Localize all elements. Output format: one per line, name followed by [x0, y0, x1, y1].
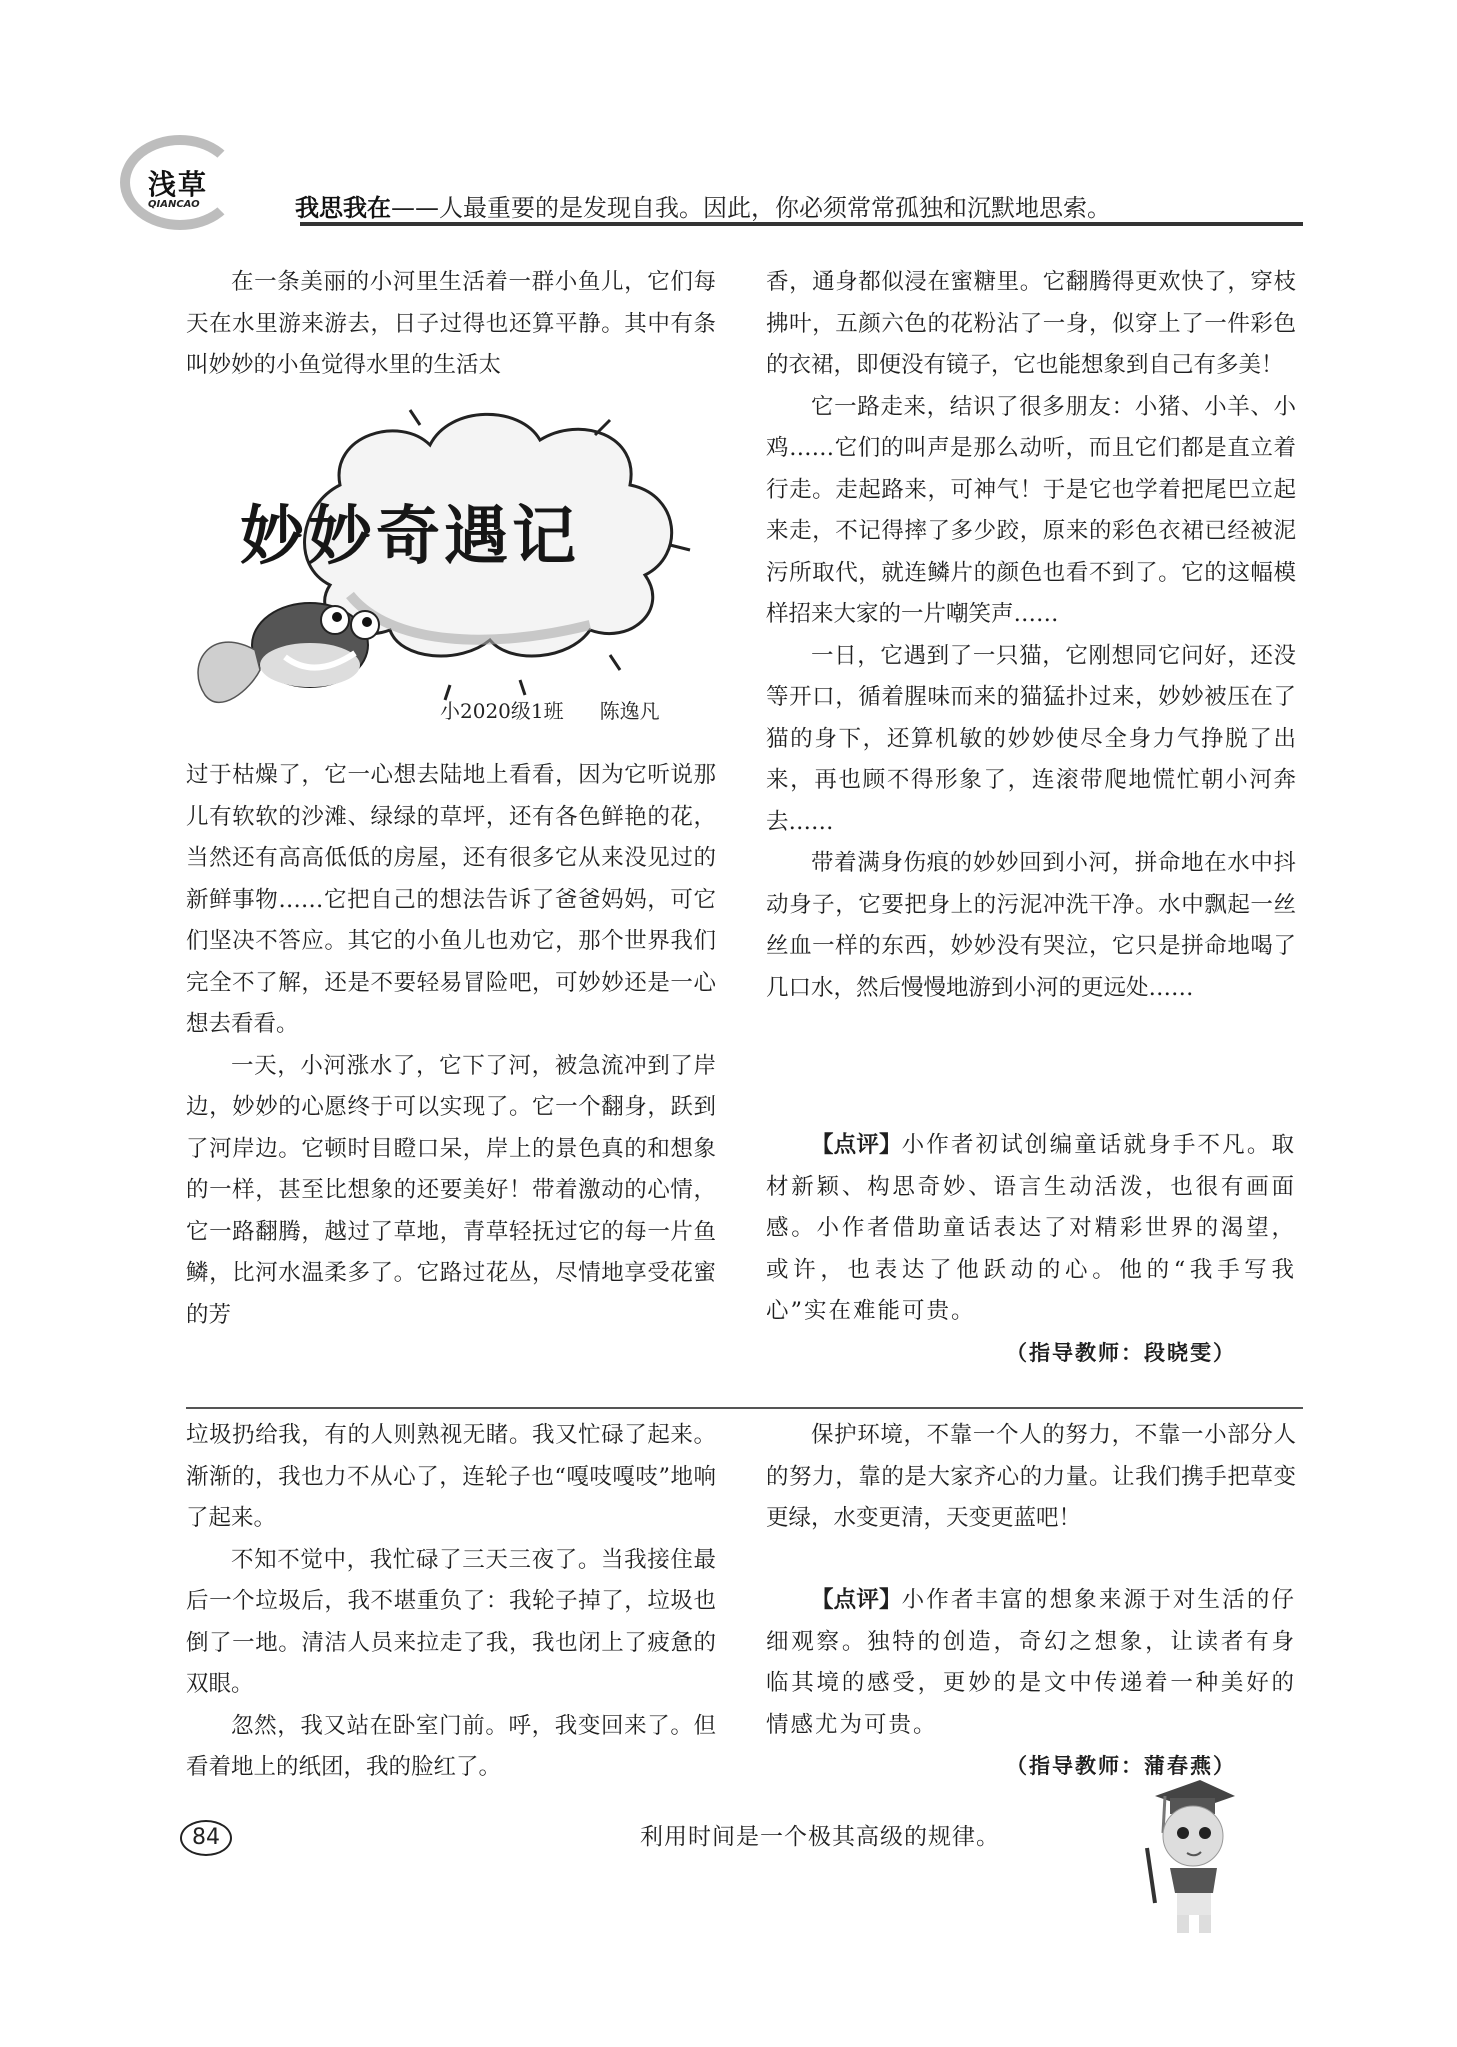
paragraph: 一日，它遇到了一只猫，它刚想同它问好，还没等开口，循着腥味而来的猫猛扑过来，妙妙被压在了猫的身下，还算机敏的妙妙使尽全身力气挣脱了出来，再也顾不得形象了，连滚带爬地慌忙朝小河奔去…… [766, 642, 1296, 835]
comment-tag: 【点评】 [811, 1132, 902, 1158]
paragraph: 保护环境，不靠一个人的努力，不靠一小部分人的努力，靠的是大家齐心的力量。让我们携手把草变更绿，水变更清，天变更蓝吧！ [766, 1422, 1296, 1531]
story1-right-column [766, 262, 1296, 1009]
comment-paragraph [766, 1125, 1296, 1333]
story2-teacher: （指导教师：蒲春燕） [1006, 1754, 1236, 1778]
story1-left-bottom [186, 755, 716, 1336]
story2-left-column [186, 1415, 716, 1789]
header-divider [300, 222, 1303, 226]
comment-tag: 【点评】 [811, 1587, 902, 1613]
story2-comment [766, 1580, 1296, 1788]
story1-teacher: （指导教师：段晓雯） [1006, 1340, 1236, 1365]
author-name: 陈逸凡 [599, 699, 660, 723]
comment-text: 小作者丰富的想象来源于对生活的仔细观察。独特的创造，奇幻之想象，让读者有身临其境的感受，更妙的是文中传递着一种美好的情感尤为可贵。 [766, 1587, 1296, 1738]
motto-title: 我思我在 [295, 194, 391, 222]
author-class: 小2020级1班 [440, 699, 564, 723]
motto-text: ——人最重要的是发现自我。因此，你必须常常孤独和沉默地思索。 [391, 194, 1111, 222]
magazine-logo [120, 135, 260, 235]
paragraph: 不知不觉中，我忙碌了三天三夜了。当我接住最后一个垃圾后，我不堪重负了：我轮子掉了，垃圾也倒了一地。清洁人员来拉走了我，我也闭上了疲惫的双眼。 [186, 1546, 716, 1697]
page-header [110, 125, 1310, 235]
comment-paragraph [766, 1580, 1296, 1746]
paragraph: 过于枯燥了，它一心想去陆地上看看，因为它听说那儿有软软的沙滩、绿绿的草坪，还有各色鲜艳的花，当然还有高高低低的房屋，还有很多它从来没见过的新鲜事物……它把自己的想法告诉了爸爸妈妈，可它们坚决不答应。其它的小鱼儿也劝它，那个世界我们完全不了解，还是不要轻易冒险吧，可妙妙还是一心想去看看。 [186, 762, 716, 1037]
logo-chinese-name: 浅草 [148, 168, 209, 201]
logo-english-name: QIANCAO [148, 199, 200, 210]
paragraph: 香，通身都似浸在蜜糖里。它翻腾得更欢快了，穿枝拂叶，五颜六色的花粉沾了一身，似穿上了一件彩色的衣裙，即便没有镜子，它也能想象到自己有多美！ [766, 269, 1296, 378]
paragraph: 在一条美丽的小河里生活着一群小鱼儿，它们每天在水里游来游去，日子过得也还算平静。其中有条叫妙妙的小鱼觉得水里的生活太 [186, 269, 716, 378]
story1-left-top [186, 262, 716, 387]
paragraph: 带着满身伤痕的妙妙回到小河，拼命地在水中抖动身子，它要把身上的污泥冲洗干净。水中飘起一丝丝血一样的东西，妙妙没有哭泣，它只是拼命地喝了几口水，然后慢慢地游到小河的更远处…… [766, 850, 1296, 1001]
comment-text: 小作者初试创编童话就身手不凡。取材新颖、构思奇妙、语言生动活泼，也很有画面感。小作者借助童话表达了对精彩世界的渴望，或许，也表达了他跃动的心。他的“我手写我心”实在难能可贵。 [766, 1132, 1296, 1324]
page-number: 84 [180, 1820, 232, 1856]
header-motto [295, 188, 1111, 223]
story1-title-illustration [190, 395, 710, 740]
story1-byline [440, 695, 660, 724]
graduate-mascot-icon [1125, 1778, 1245, 1938]
paragraph: 一天，小河涨水了，它下了河，被急流冲到了岸边，妙妙的心愿终于可以实现了。它一个翻身，跃到了河岸边。它顿时目瞪口呆，岸上的景色真的和想象的一样，甚至比想象的还要美好！带着激动的心情，它一路翻腾，越过了草地，青草轻抚过它的每一片鱼鳞，比河水温柔多了。它路过花丛，尽情地享受花蜜的芳 [186, 1052, 716, 1328]
story1-comment [766, 1125, 1296, 1374]
paragraph: 它一路走来，结识了很多朋友：小猪、小羊、小鸡……它们的叫声是那么动听，而且它们都是直立着行走。走起路来，可神气！于是它也学着把尾巴立起来走，不记得摔了多少跤，原来的彩色衣裙已经被泥污所取代，就连鳞片的颜色也看不到了。它的这幅模样招来大家的一片嘲笑声…… [766, 393, 1296, 627]
footer-quote: 利用时间是一个极其高级的规律。 [640, 1824, 1000, 1850]
story2-right-column [766, 1415, 1296, 1540]
paragraph: 垃圾扔给我，有的人则熟视无睹。我又忙碌了起来。渐渐的，我也力不从心了，连轮子也“嘎吱嘎吱”地响了起来。 [186, 1422, 716, 1531]
section-divider [186, 1407, 1303, 1409]
paragraph: 忽然，我又站在卧室门前。呼，我变回来了。但看着地上的纸团，我的脸红了。 [186, 1712, 716, 1780]
story1-title: 妙妙奇遇记 [240, 500, 580, 574]
